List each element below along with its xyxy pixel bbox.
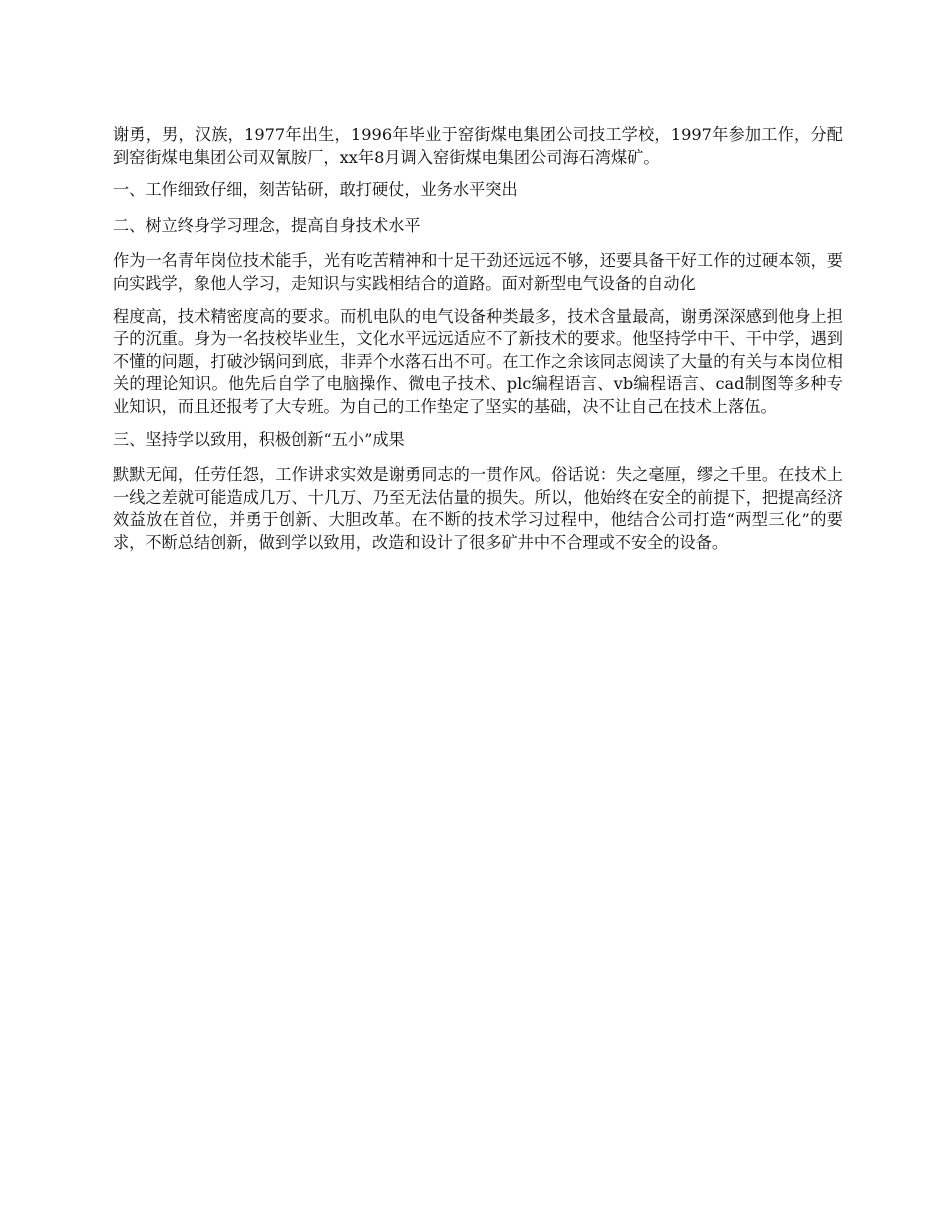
intro-paragraph: 谢勇，男，汉族，1977年出生，1996年毕业于窑街煤电集团公司技工学校，1997年参加工作，分配到窑街煤电集团公司双氰胺厂，xx年8月调入窑街煤电集团公司海石湾煤矿。 — [113, 125, 843, 167]
section-heading-3: 三、坚持学以致用，积极创新“五小”成果 — [113, 429, 405, 449]
document-body — [113, 124, 843, 565]
section-heading-2: 二、树立终身学习理念，提高自身技术水平 — [113, 215, 421, 235]
section-2-paragraph-2: 程度高，技术精密度高的要求。而机电队的电气设备种类最多，技术含量最高，谢勇深深感到他身上担子的沉重。身为一名技校毕业生，文化水平远远适应不了新技术的要求。他坚持学中干、干中学，遇到不懂的问题，打破沙锅问到底，非弄个水落石出不可。在工作之余该同志阅读了大量的有关与本岗位相关的理论知识。他先后自学了电脑操作、微电子技术、plc编程语言、vb编程语言、cad制图等多种专业知识，而且还报考了大专班。为自己的工作垫定了坚实的基础，决不让自己在技术上落伍。 — [113, 306, 843, 416]
section-3-paragraph: 默默无闻，任劳任怨，工作讲求实效是谢勇同志的一贯作风。俗话说：失之毫厘，缪之千里。在技术上一线之差就可能造成几万、十几万、乃至无法估量的损失。所以，他始终在安全的前提下，把提高经济效益放在首位，并勇于创新、大胆改革。在不断的技术学习过程中，他结合公司打造“两型三化”的要求，不断总结创新，做到学以致用，改造和设计了很多矿井中不合理或不安全的设备。 — [113, 465, 843, 552]
section-heading-1: 一、工作细致仔细，刻苦钻研，敢打硬仗，业务水平突出 — [113, 180, 518, 200]
section-2-paragraph-1: 作为一名青年岗位技术能手，光有吃苦精神和十足干劲还远远不够，还要具备干好工作的过硬本领，要向实践学，象他人学习，走知识与实践相结合的道路。面对新型电气设备的自动化 — [113, 251, 843, 293]
